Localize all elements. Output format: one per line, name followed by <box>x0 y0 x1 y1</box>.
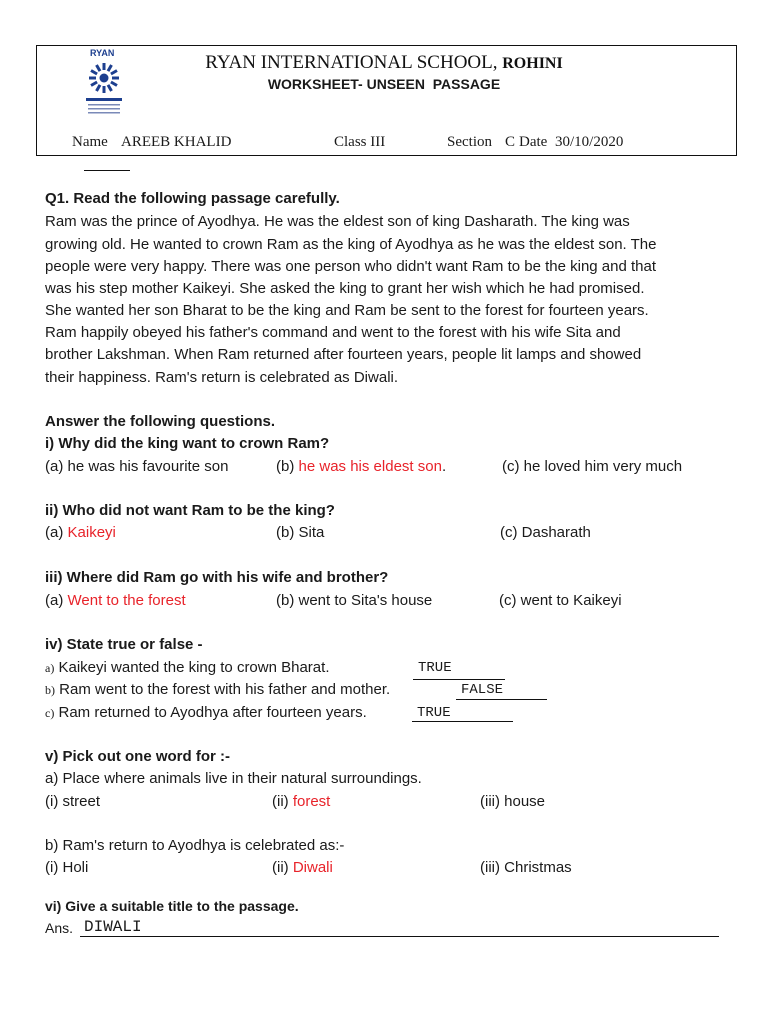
tf-item <box>45 702 367 725</box>
answer-vi-underline <box>80 936 719 937</box>
question-v: v) Pick out one word for :- <box>45 748 231 765</box>
answer-v-a: forest <box>292 793 331 810</box>
answer-iii: Went to the forest <box>67 592 186 609</box>
option-v-a-1: (i) street <box>45 793 101 810</box>
question-v-b: b) Ram's return to Ayodhya is celebrated as:- <box>45 837 345 854</box>
school-branch: ROHINI <box>502 55 563 72</box>
option-i-c: (c) he loved him very much <box>502 458 683 475</box>
option-iii-a-prefix: (a) <box>45 592 64 609</box>
question-iv: iv) State true or false - <box>45 636 203 653</box>
option-v-a-2-prefix: (ii) <box>272 793 289 810</box>
question-ii: ii) Who did not want Ram to be the king? <box>45 502 335 519</box>
answer-label: Ans. <box>45 920 74 936</box>
question-iii: iii) Where did Ram go with his wife and brother? <box>45 569 389 586</box>
option-ii-c: (c) Dasharath <box>500 524 591 541</box>
tf-answer-underline <box>413 679 505 680</box>
section-label: Section <box>447 134 492 150</box>
tf-answer: FALSE <box>461 682 504 698</box>
answer-v-b: Diwali <box>292 859 333 876</box>
passage-line: She wanted her son Bharat to be the king and Ram be sent to the forest for fourteen years. <box>45 302 649 319</box>
option-iii-c: (c) went to Kaikeyi <box>499 592 622 609</box>
school-name: RYAN INTERNATIONAL SCHOOL, <box>205 52 498 73</box>
passage-line: Ram was the prince of Ayodhya. He was the eldest son of king Dasharath. The king was <box>45 213 630 230</box>
option-iii-b: (b) went to Sita's house <box>276 592 433 609</box>
date-value: 30/10/2020 <box>555 134 624 150</box>
tf-label: a) <box>45 661 55 675</box>
school-title <box>0 52 768 74</box>
option-i-b-prefix: (b) <box>276 458 295 475</box>
question-i: i) Why did the king want to crown Ram? <box>45 435 330 452</box>
tf-answer: TRUE <box>418 660 452 676</box>
tf-answer-underline <box>456 699 547 700</box>
class-label: Class III <box>334 134 386 150</box>
passage-line: brother Lakshman. When Ram returned after fourteen years, people lit lamps and showed <box>45 346 642 363</box>
logo-text: RYAN <box>90 48 115 58</box>
question-v-a: a) Place where animals live in their natural surroundings. <box>45 770 422 787</box>
passage-line: was his step mother Kaikeyi. She asked the king to grant her wish which he had promised. <box>45 280 645 297</box>
option-i-a: (a) he was his favourite son <box>45 458 229 475</box>
passage-line: their happiness. Ram's return is celebrated as Diwali. <box>45 369 399 386</box>
option-iii-a <box>45 590 186 613</box>
tf-label: b) <box>45 683 55 697</box>
option-v-b-3: (iii) Christmas <box>480 859 572 876</box>
passage-line: people were very happy. There was one person who didn't want Ram to be the king and that <box>45 258 657 275</box>
answer-i: he was his eldest son <box>298 458 442 475</box>
option-i-b <box>276 456 446 479</box>
option-v-b-2 <box>272 857 333 880</box>
option-v-b-1: (i) Holi <box>45 859 89 876</box>
short-underline <box>84 170 130 171</box>
tf-answer-underline <box>412 721 513 722</box>
option-v-a-3: (iii) house <box>480 793 546 810</box>
passage-line: Ram happily obeyed his father's command and went to the forest with his wife Sita and <box>45 324 621 341</box>
option-v-a-2 <box>272 791 330 814</box>
passage-line: growing old. He wanted to crown Ram as the king of Ayodhya as he was the eldest son. The <box>45 236 657 253</box>
tf-label: c) <box>45 706 55 720</box>
answer-vi: DIWALI <box>84 918 142 936</box>
option-i-b-suffix: . <box>441 458 447 475</box>
worksheet-title: WORKSHEET- UNSEEN PASSAGE <box>267 76 501 92</box>
tf-text: Kaikeyi wanted the king to crown Bharat. <box>58 659 330 676</box>
tf-answer: TRUE <box>417 705 451 721</box>
questions-intro: Answer the following questions. <box>45 413 276 430</box>
name-value: AREEB KHALID <box>121 134 232 150</box>
date-label: Date <box>519 134 548 150</box>
tf-text: Ram went to the forest with his father and mother. <box>59 681 391 698</box>
answer-ii: Kaikeyi <box>67 524 116 541</box>
question-vi: vi) Give a suitable title to the passage. <box>45 898 299 914</box>
name-label: Name <box>72 134 108 150</box>
option-ii-b: (b) Sita <box>276 524 325 541</box>
section-value: C <box>505 134 516 150</box>
header-divider <box>36 155 737 156</box>
option-ii-a <box>45 522 116 545</box>
tf-item <box>45 657 329 680</box>
q1-heading: Q1. Read the following passage carefully. <box>45 190 340 207</box>
option-ii-a-prefix: (a) <box>45 524 64 541</box>
tf-text: Ram returned to Ayodhya after fourteen years. <box>58 704 367 721</box>
tf-item <box>45 679 390 702</box>
option-v-b-2-prefix: (ii) <box>272 859 289 876</box>
